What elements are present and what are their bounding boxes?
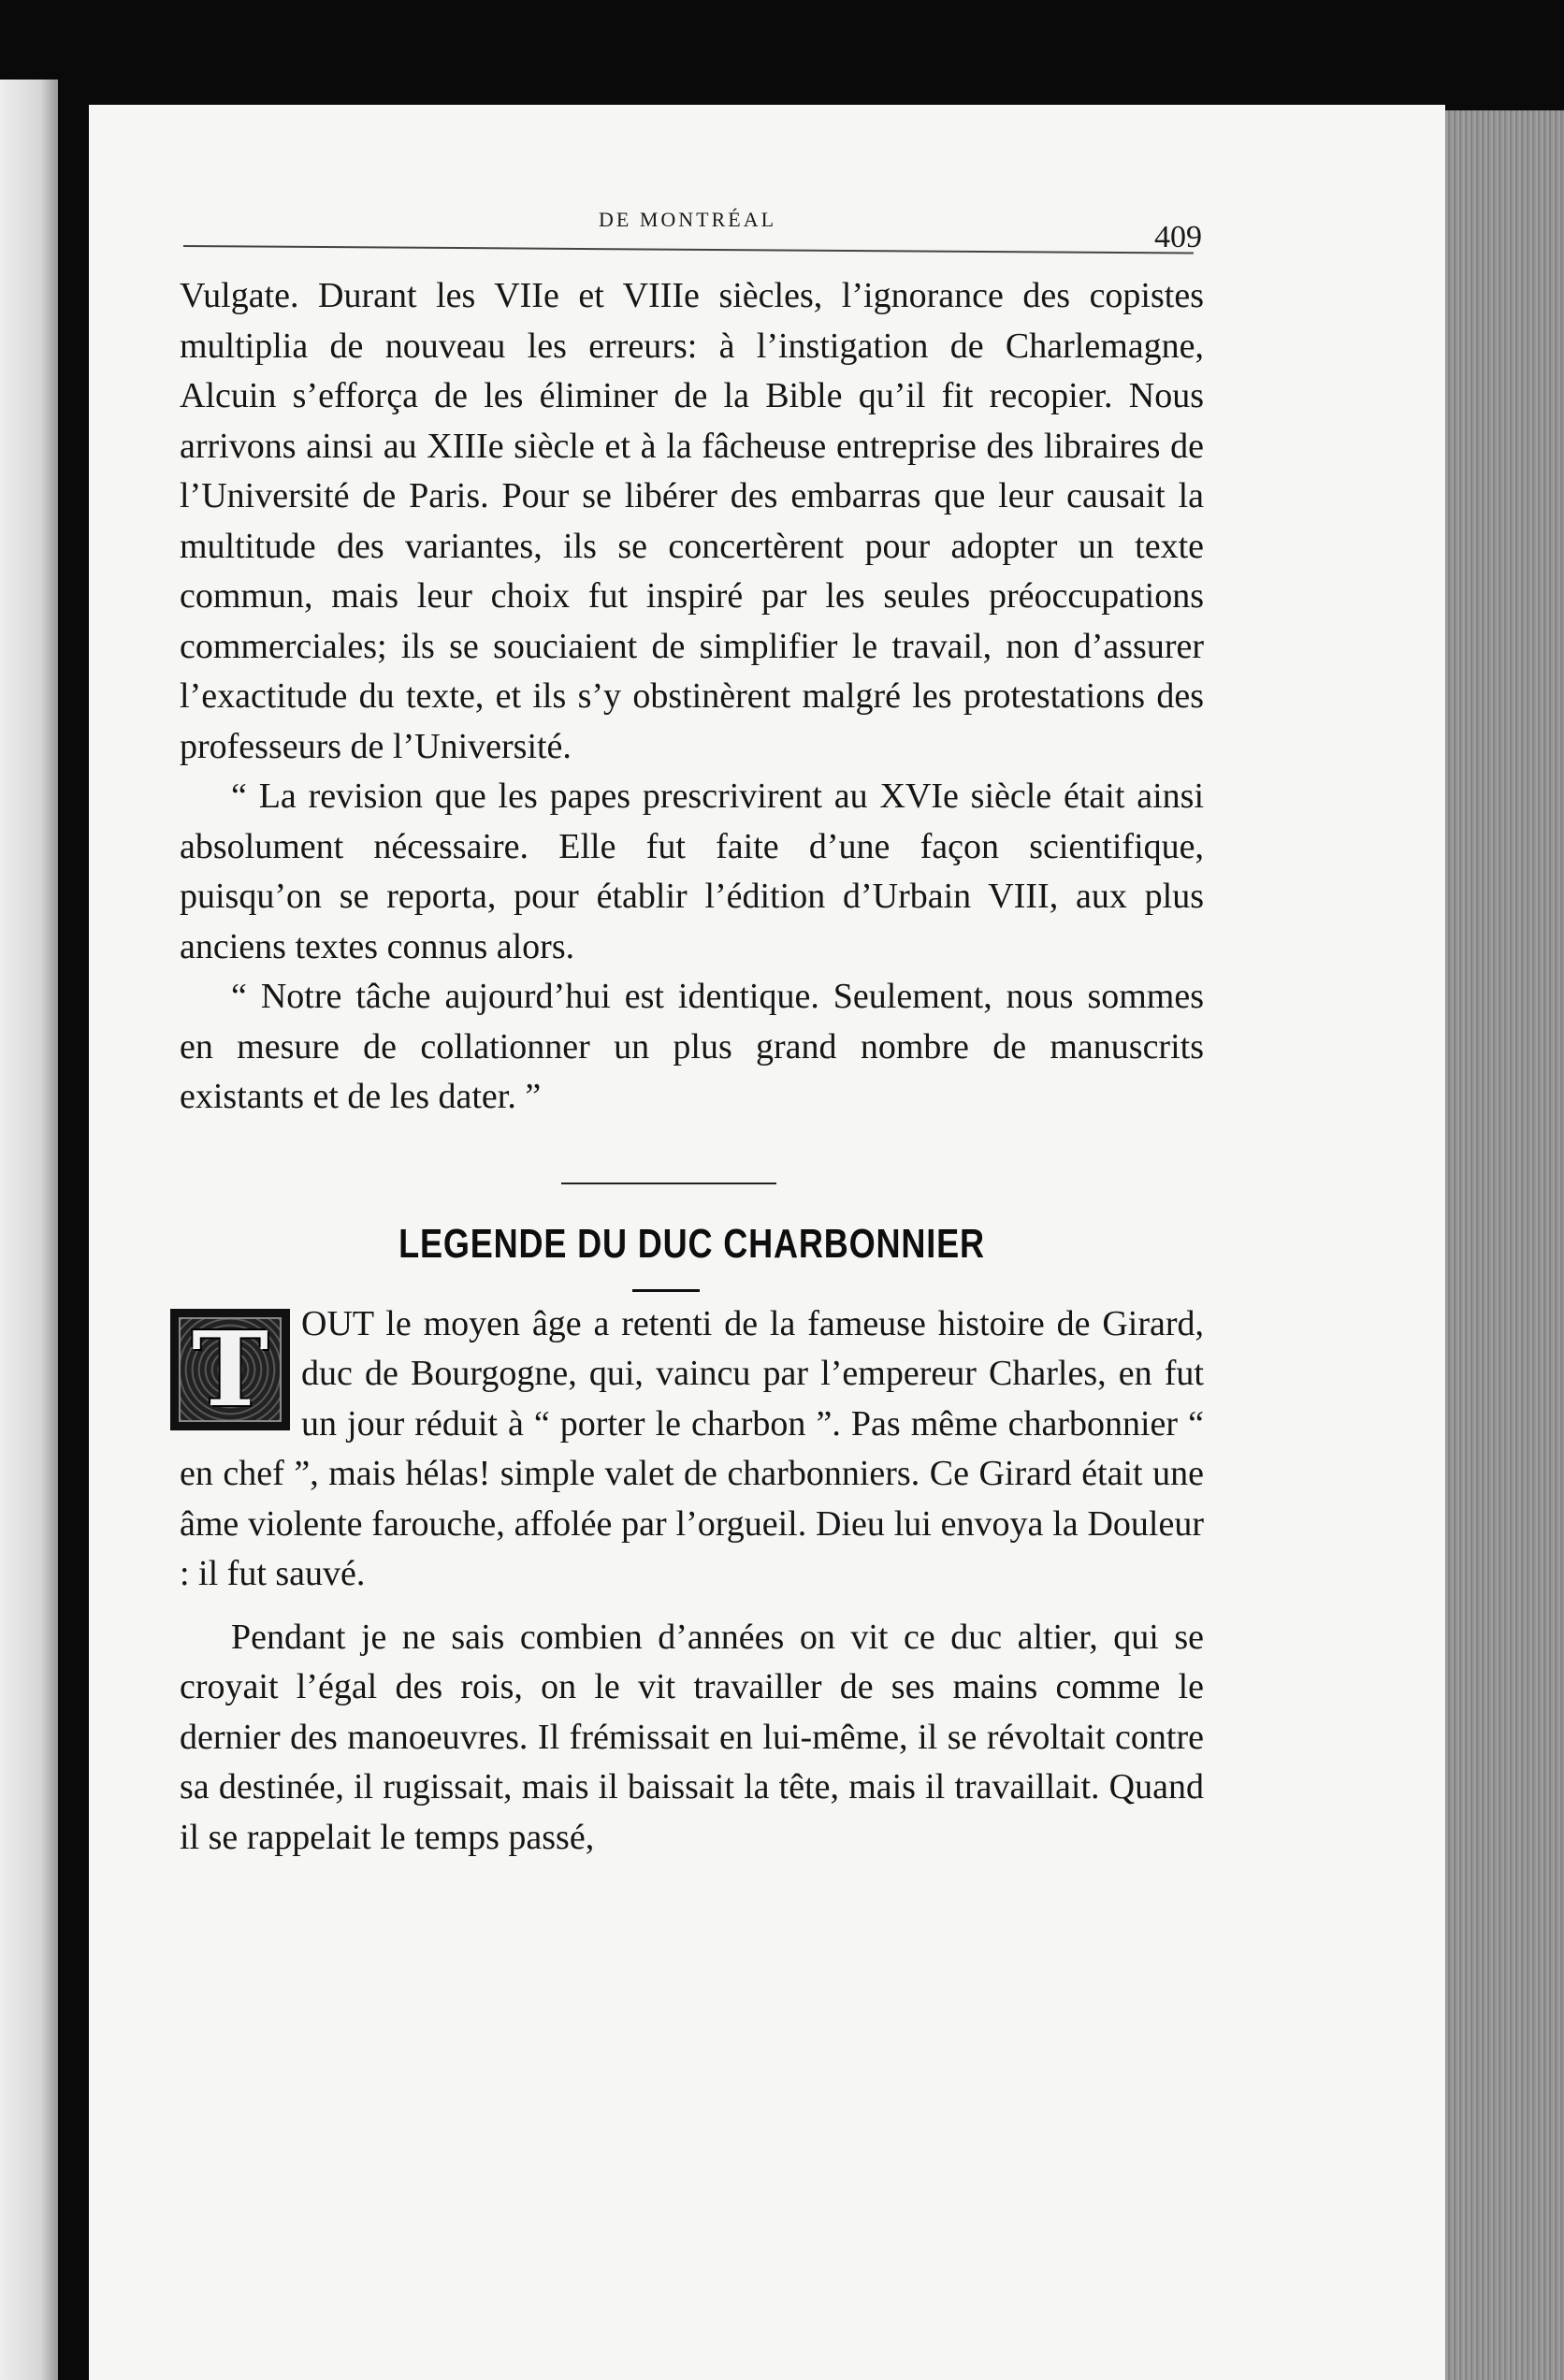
page-stack-edge — [1445, 110, 1564, 2380]
running-title: DE MONTRÉAL — [599, 208, 777, 231]
page-text — [180, 271, 1204, 1863]
page-number: 409 — [1154, 220, 1202, 254]
paragraph-revision: “ La revision que les papes prescrivirent au XVIe siècle était ainsi absolument nécessaire. Elle fut faite d’une façon scientifique, puisqu’on se reporta, pour établir l’édition d’Urbain VIII, aux plus anciens textes connus alors. — [180, 776, 1204, 966]
ornamental-dropcap — [170, 1309, 290, 1430]
paragraph-notre-tache: “ Notre tâche aujourd’hui est identique. Seulement, nous sommes en mesure de collationner un plus grand nombre de manuscrits existants et de les dater. ” — [180, 977, 1204, 1116]
paragraph-tout — [180, 1299, 1204, 1600]
section-title: LEGENDE DU DUC CHARBONNIER — [398, 1220, 985, 1267]
dropcap-letter: T — [192, 1308, 268, 1429]
paragraph-vulgate: Vulgate. Durant les VIIe et VIIIe siècles, l’ignorance des copistes multiplia de nouveau les erreurs: à l’instigation de Charlemagne, Alcuin s’efforça de les éliminer de la Bible qu’il fit recopier. Nous arrivons ainsi au XIIIe siècle et à la fâcheuse entreprise des libraires de l’Université de Paris. Pour se libérer des embarras que leur causait la multitude des variantes, ils se concertèrent pour adopter un texte commun, mais leur choix fut inspiré par les seules préoccupations commerciales; ils se souciaient de simplifier le travail, non d’assurer l’exactitude du texte, et ils s’y obstinèrent malgré les protestations des professeurs de l’Université. — [180, 276, 1204, 766]
paragraph-pendant: Pendant je ne sais combien d’années on vit ce duc altier, qui se croyait l’égal des rois, on le vit travailler de ses mains comme le dernier des manoeuvres. Il frémissait en lui-même, il se révoltait contre sa destinée, il rugissait, mais il baissait la tête, mais il travaillait. Quand il se rappelait le temps passé, — [180, 1617, 1204, 1857]
facing-page-edge — [0, 80, 58, 2380]
section-separator — [561, 1183, 776, 1184]
paragraph-tout-text: OUT le moyen âge a retenti de la fameuse histoire de Girard, duc de Bourgogne, qui, vaincu par l’empereur Charles, en fut un jour réduit à “ porter le charbon ”. Pas même charbonnier “ en chef ”, mais hélas! simple valet de charbonniers. Ce Girard était une âme violente farouche, affolée par l’orgueil. Dieu lui envoya la Douleur : il fut sauvé. — [180, 1303, 1204, 1593]
title-underline — [632, 1289, 700, 1292]
